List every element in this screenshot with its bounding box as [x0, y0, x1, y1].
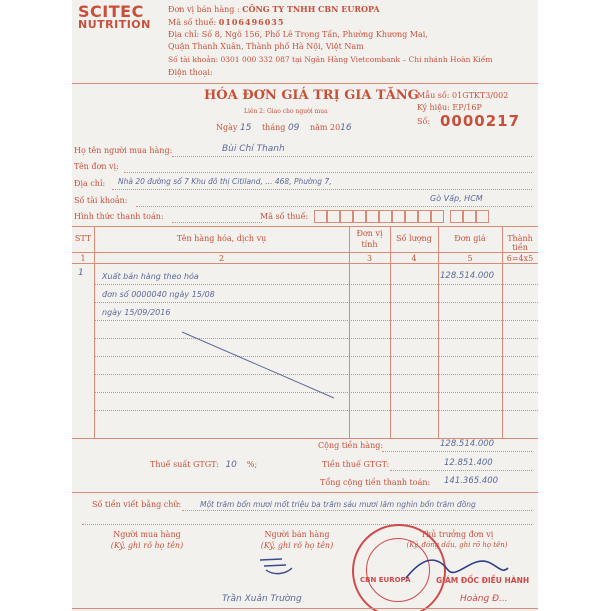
seller-address: Địa chỉ: Số 8, Ngõ 156, Phố Lê Trọng Tấn, Phường Khương Mai, [168, 30, 428, 39]
seller-printed-name: Trần Xuân Trường [222, 594, 302, 604]
head-sign-title: Thủ trưởng đơn vị [420, 530, 494, 539]
buyer-address-cont: Gò Vấp, HCM [430, 194, 483, 203]
date-year: 16 [340, 123, 352, 133]
header-stt: STT [74, 234, 92, 243]
seller-phone-label: Điện thoại: [168, 68, 213, 77]
seller-address-line2: Quận Thanh Xuân, Thành phố Hà Nội, Việt Nam [168, 42, 364, 51]
invoice-copy-label: Liên 2: Giao cho người mua [244, 108, 328, 115]
seller-tax-code: 0106496035 [218, 17, 285, 27]
seal-text: CBN EUROPA [360, 576, 411, 584]
total-label: Tổng cộng tiền thanh toán: [320, 478, 431, 487]
invoice-paper [72, 0, 538, 611]
buyer-tax-label: Mã số thuế: [260, 212, 309, 221]
words-line [82, 524, 532, 525]
total-value: 141.365.400 [444, 476, 499, 486]
seller-sign-title: Người bán hàng [264, 530, 330, 539]
invoice-number-label: Số: [417, 117, 431, 126]
bottom-border [72, 608, 538, 609]
invoice-form-no: Mẫu số: 01GTKT3/002 [417, 91, 509, 100]
seller-signature-scribble [252, 556, 312, 580]
totals-divider [72, 492, 538, 493]
payment-label: Hình thức thanh toán: [74, 212, 164, 221]
seller-name: CÔNG TY TNHH CBN EUROPA [242, 4, 380, 14]
vat-line [390, 470, 532, 471]
row-number: 1 [78, 268, 84, 278]
buyer-sign-title: Người mua hàng [113, 530, 181, 539]
brand-logo-line1: SCITEC [78, 2, 144, 21]
amount-in-words: Một trăm bốn mươi mốt triệu ba trăm sáu mươi lăm nghìn bốn trăm đồng [200, 500, 476, 509]
item-desc-line3: ngày 15/09/2016 [102, 308, 171, 317]
buyer-name-label: Họ tên người mua hàng: [74, 146, 173, 155]
vat-label: Tiền thuế GTGT: [322, 460, 390, 469]
percent-sign: %; [246, 460, 258, 469]
vat-value: 12.851.400 [444, 458, 493, 468]
index-cell: 6=4x5 [506, 254, 534, 263]
subtotal-line [382, 451, 532, 452]
index-cell: 5 [467, 254, 473, 263]
header-item: Tên hàng hóa, dịch vụ [176, 234, 267, 243]
buyer-address: Nhà 20 đường số 7 Khu đô thị Citiland, ... 468, Phường 7, [118, 177, 332, 186]
date-month: 09 [287, 123, 300, 133]
strike-through-line [72, 0, 538, 611]
vat-rate-value: 10 [225, 460, 237, 470]
invoice-number: 0000217 [440, 112, 521, 130]
subtotal-value: 128.514.000 [440, 439, 495, 449]
buyer-unit-label: Tên đơn vị: [74, 162, 119, 171]
index-cell: 4 [411, 254, 417, 263]
seller-sign-hint: (Ký, ghi rõ họ tên) [260, 541, 334, 550]
vat-rate-row [150, 460, 257, 470]
buyer-address-label: Địa chỉ: [74, 179, 106, 188]
item-desc-line2: đơn số 0000040 ngày 15/08 [102, 290, 215, 299]
item-amount: 128.514.000 [440, 271, 495, 281]
brand-logo-line2: NUTRITION [78, 18, 151, 31]
vat-rate-label: Thuế suất GTGT: [150, 460, 219, 469]
buyer-sign-hint: (Ký, ghi rõ họ tên) [110, 541, 184, 550]
subtotal-label: Cộng tiền hàng: [318, 441, 384, 450]
date-month-label: tháng [261, 123, 286, 132]
words-label: Số tiền viết bằng chữ: [92, 500, 182, 509]
invoice-symbol: Ký hiệu: EP/16P [417, 103, 482, 112]
header-unit: Đơn vị tính [356, 229, 383, 249]
date-day-label: Ngày [216, 123, 238, 132]
buyer-name: Bùi Chí Thanh [222, 144, 285, 154]
seller-account: Số tài khoản: 0301 000 332 087 tại Ngân Hàng Vietcombank – Chi nhánh Hoàn Kiếm [168, 55, 493, 64]
invoice-title: HÓA ĐƠN GIÁ TRỊ GIA TĂNG [204, 88, 419, 103]
director-title-stamp: GIÁM ĐỐC ĐIỀU HÀNH [436, 576, 530, 585]
header-quantity: Số lượng [396, 234, 432, 243]
seller-tax-label: Mã số thuế: [168, 18, 217, 27]
header-amount: Thành tiền [507, 234, 533, 252]
date-day: 15 [239, 123, 252, 133]
words-line [182, 510, 532, 511]
buyer-account-label: Số tài khoản: [74, 196, 128, 205]
item-desc-line1: Xuất bán hàng theo hóa [102, 272, 199, 281]
index-cell: 2 [218, 254, 225, 263]
head-sign-hint: (Ký, đóng dấu, ghi rõ họ tên) [406, 541, 508, 549]
director-signature-scribble [402, 548, 512, 588]
director-name: Hoàng Đ... [460, 594, 508, 604]
header-price: Đơn giá [454, 234, 486, 243]
index-cell: 3 [366, 254, 373, 263]
date-year-label: năm 20 [309, 123, 341, 132]
seller-name-label: Đơn vị bán hàng : [168, 5, 240, 14]
index-cell: 1 [80, 254, 86, 263]
